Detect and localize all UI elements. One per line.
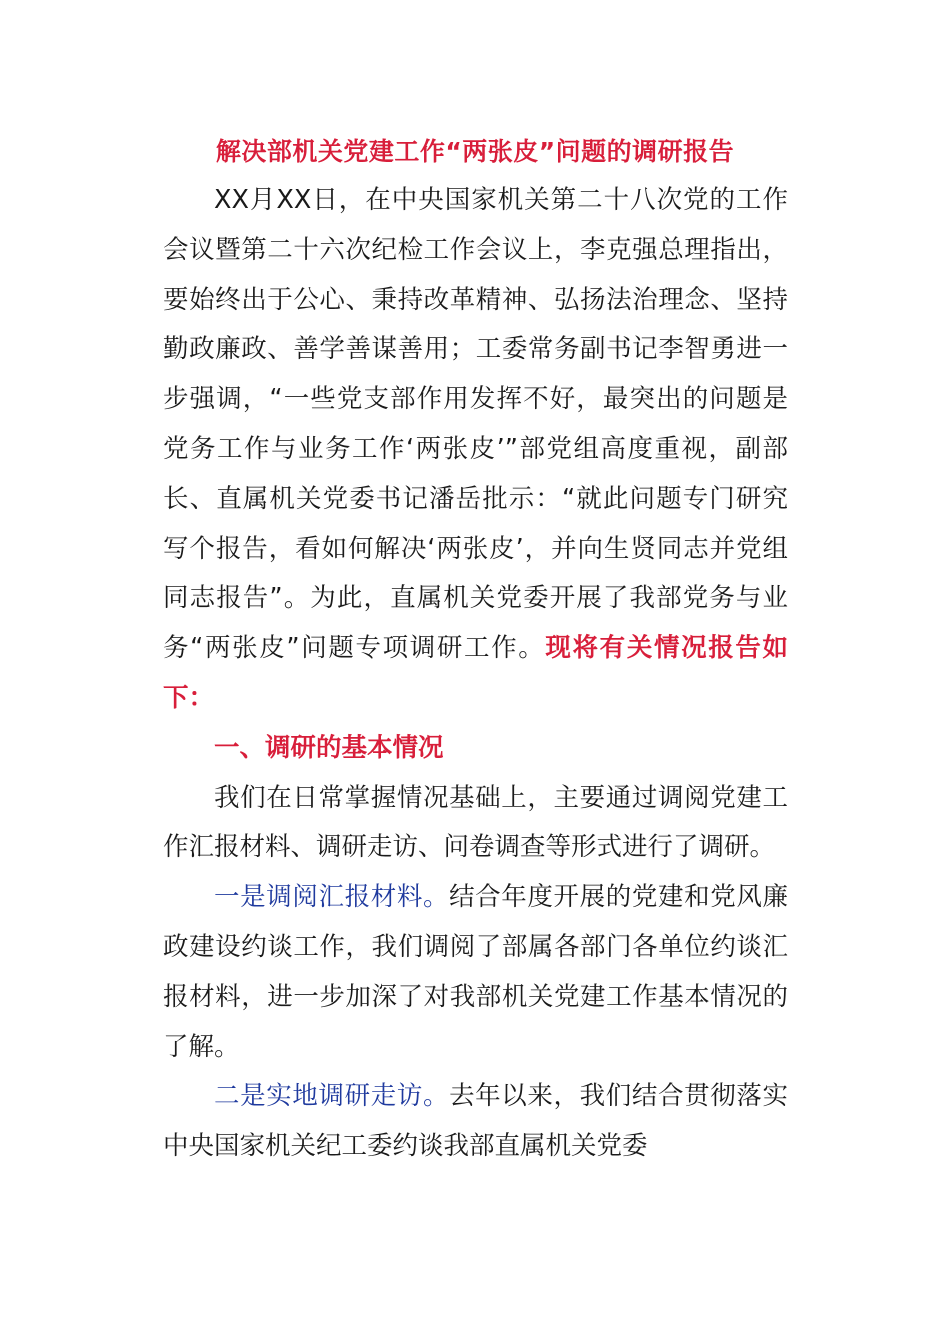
item1-text: 结合年度开展的党建和党风廉政建设约谈工作，我们调阅了部属各部门各单位约谈汇报材料，进一步加深了对我部机关党建工作基本情况的了解。 xyxy=(163,882,788,1062)
item2-lead: 二是实地调研走访。 xyxy=(214,1081,450,1112)
intro-text: XX月XX日，在中央国家机关第二十八次党的工作会议暨第二十六次纪检工作会议上，李克强总理指出，要始终出于公心、秉持改革精神、弘扬法治理念、坚持勤政廉政、善学善谋善用；工委常务副书记李智勇进一步强调，“一些党支部作用发挥不好，最突出的问题是党务工作与业务工作‘两张皮’”部党组高度重视，副部长、直属机关党委书记潘岳批示：“就此问题专门研究写个报告，看如何解决‘两张皮’，并向生贤同志并党组同志报告”。为此，直属机关党委开展了我部党务与业务“两张皮”问题专项调研工作。 xyxy=(163,185,788,664)
section-heading-1: 一、调研的基本情况 xyxy=(214,732,444,763)
document-title: 解决部机关党建工作“两张皮”问题的调研报告 xyxy=(215,137,735,166)
item1-paragraph xyxy=(163,873,788,1072)
document-body xyxy=(163,176,788,1172)
intro-emphasis: 现将有关情况报告如下： xyxy=(163,633,788,713)
item2-text: 去年以来，我们结合贯彻落实中央国家机关纪工委约谈我部直属机关党委 xyxy=(163,1081,788,1162)
item1-lead: 一是调阅汇报材料。 xyxy=(214,882,450,913)
intro-paragraph xyxy=(163,176,788,724)
item2-paragraph xyxy=(163,1072,788,1172)
section1-paragraph: 我们在日常掌握情况基础上，主要通过调阅党建工作汇报材料、调研走访、问卷调查等形式进行了调研。 xyxy=(163,782,788,863)
